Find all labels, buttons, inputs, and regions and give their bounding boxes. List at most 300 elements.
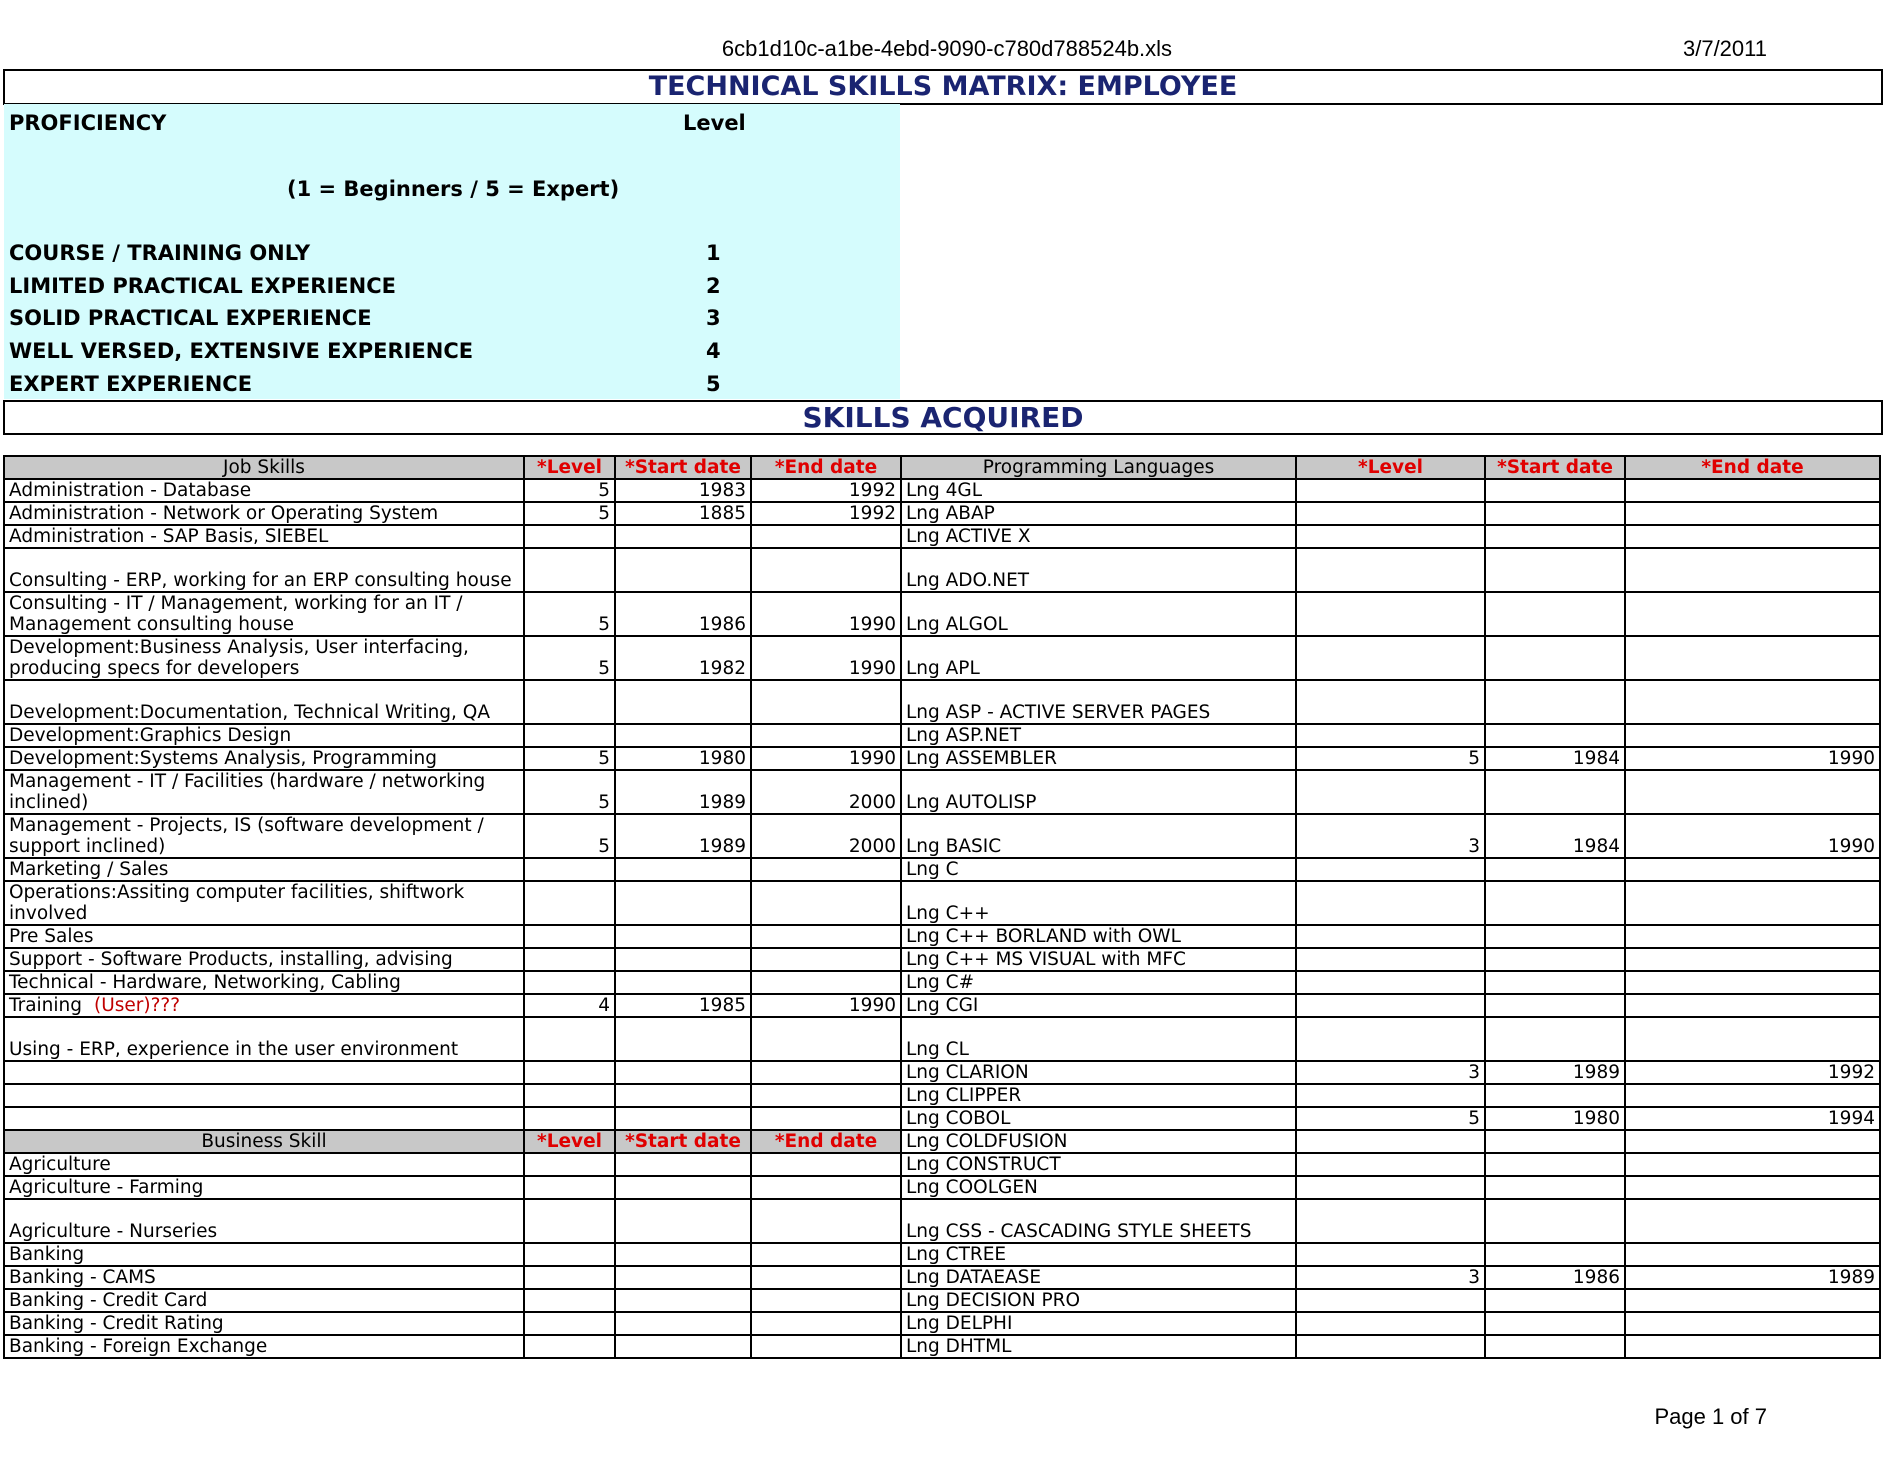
skill-cell: Agriculture bbox=[4, 1153, 524, 1176]
table-row bbox=[4, 1199, 1880, 1243]
skill-cell: Management - Projects, IS (software development / support inclined) bbox=[4, 814, 524, 858]
language-end-date-cell bbox=[1625, 502, 1880, 525]
language-start-date-cell bbox=[1485, 680, 1625, 724]
language-cell: Lng C++ MS VISUAL with MFC bbox=[901, 948, 1296, 971]
col-level: *Level bbox=[524, 1130, 615, 1153]
skill-level-cell bbox=[524, 948, 615, 971]
table-row bbox=[4, 948, 1880, 971]
skill-end-date-cell: 1990 bbox=[751, 747, 901, 770]
col-lang-end-date: *End date bbox=[1625, 456, 1880, 479]
skill-cell: Administration - Network or Operating System bbox=[4, 502, 524, 525]
skill-cell: Banking - Credit Rating bbox=[4, 1312, 524, 1335]
skill-level-cell: 5 bbox=[524, 814, 615, 858]
language-level-cell: 3 bbox=[1296, 1266, 1485, 1289]
table-row bbox=[4, 1017, 1880, 1061]
language-level-cell bbox=[1296, 770, 1485, 814]
skill-start-date-cell bbox=[615, 1266, 751, 1289]
skill-level-cell: 5 bbox=[524, 502, 615, 525]
skill-start-date-cell bbox=[615, 548, 751, 592]
table-row bbox=[4, 548, 1880, 592]
table-row bbox=[4, 881, 1880, 925]
skill-level-cell bbox=[524, 1017, 615, 1061]
skill-end-date-cell bbox=[751, 858, 901, 881]
language-end-date-cell bbox=[1625, 724, 1880, 747]
skill-cell: Agriculture - Farming bbox=[4, 1176, 524, 1199]
skill-start-date-cell: 1983 bbox=[615, 479, 751, 502]
language-start-date-cell: 1989 bbox=[1485, 1061, 1625, 1084]
skill-cell: Administration - SAP Basis, SIEBEL bbox=[4, 525, 524, 548]
skill-level-cell: 5 bbox=[524, 636, 615, 680]
language-end-date-cell: 1990 bbox=[1625, 747, 1880, 770]
language-start-date-cell bbox=[1485, 1153, 1625, 1176]
skill-cell: Consulting - ERP, working for an ERP consulting house bbox=[4, 548, 524, 592]
language-level-cell bbox=[1296, 548, 1485, 592]
skill-end-date-cell: 1990 bbox=[751, 994, 901, 1017]
skill-start-date-cell bbox=[615, 858, 751, 881]
skill-level-cell bbox=[524, 1335, 615, 1358]
col-start-date: *Start date bbox=[615, 1130, 751, 1153]
table-row bbox=[4, 502, 1880, 525]
language-end-date-cell bbox=[1625, 1289, 1880, 1312]
skill-level-cell bbox=[524, 525, 615, 548]
table-row bbox=[4, 1084, 1880, 1107]
business-skill-header-row bbox=[4, 1130, 1880, 1153]
language-start-date-cell bbox=[1485, 1335, 1625, 1358]
language-cell: Lng ASP - ACTIVE SERVER PAGES bbox=[901, 680, 1296, 724]
proficiency-level-value: 3 bbox=[706, 306, 721, 330]
col-job-skills: Job Skills bbox=[4, 456, 524, 479]
language-end-date-cell bbox=[1625, 636, 1880, 680]
skill-start-date-cell bbox=[615, 1107, 751, 1130]
print-date: 3/7/2011 bbox=[1682, 36, 1767, 61]
language-start-date-cell bbox=[1485, 1017, 1625, 1061]
language-end-date-cell bbox=[1625, 770, 1880, 814]
proficiency-legend bbox=[4, 104, 900, 399]
language-cell: Lng CONSTRUCT bbox=[901, 1153, 1296, 1176]
language-level-cell bbox=[1296, 636, 1485, 680]
skill-text: Training bbox=[9, 995, 82, 1016]
language-cell: Lng COBOL bbox=[901, 1107, 1296, 1130]
skill-start-date-cell bbox=[615, 1176, 751, 1199]
table-row bbox=[4, 747, 1880, 770]
language-start-date-cell bbox=[1485, 592, 1625, 636]
skill-cell: Banking - Foreign Exchange bbox=[4, 1335, 524, 1358]
table-row bbox=[4, 636, 1880, 680]
language-end-cell bbox=[1625, 1130, 1880, 1153]
language-level-cell bbox=[1296, 1243, 1485, 1266]
table-row bbox=[4, 724, 1880, 747]
language-cell: Lng ACTIVE X bbox=[901, 525, 1296, 548]
skill-end-date-cell bbox=[751, 1176, 901, 1199]
language-end-date-cell: 1992 bbox=[1625, 1061, 1880, 1084]
skill-level-cell: 5 bbox=[524, 479, 615, 502]
skill-level-cell bbox=[524, 881, 615, 925]
language-cell: Lng 4GL bbox=[901, 479, 1296, 502]
skill-end-date-cell bbox=[751, 1107, 901, 1130]
language-level-cell bbox=[1296, 1153, 1485, 1176]
skill-level-cell bbox=[524, 680, 615, 724]
table-row bbox=[4, 971, 1880, 994]
skill-level-cell: 5 bbox=[524, 770, 615, 814]
language-end-date-cell bbox=[1625, 525, 1880, 548]
skill-start-date-cell bbox=[615, 525, 751, 548]
skill-start-date-cell bbox=[615, 1312, 751, 1335]
skill-level-cell: 5 bbox=[524, 592, 615, 636]
language-end-date-cell bbox=[1625, 948, 1880, 971]
skill-cell: Consulting - IT / Management, working for an IT / Management consulting house bbox=[4, 592, 524, 636]
language-end-date-cell bbox=[1625, 881, 1880, 925]
language-level-cell: 3 bbox=[1296, 814, 1485, 858]
table-row bbox=[4, 994, 1880, 1017]
skill-end-date-cell: 2000 bbox=[751, 814, 901, 858]
language-level-cell bbox=[1296, 881, 1485, 925]
language-level-cell: 5 bbox=[1296, 747, 1485, 770]
skill-cell: Banking - Credit Card bbox=[4, 1289, 524, 1312]
language-level-cell bbox=[1296, 1289, 1485, 1312]
skill-end-date-cell bbox=[751, 680, 901, 724]
skill-level-cell bbox=[524, 724, 615, 747]
table-row bbox=[4, 814, 1880, 858]
language-start-date-cell: 1984 bbox=[1485, 747, 1625, 770]
proficiency-level-value: 5 bbox=[706, 372, 721, 396]
skill-cell bbox=[4, 994, 524, 1017]
skill-cell: Operations:Assiting computer facilities, shiftwork involved bbox=[4, 881, 524, 925]
language-start-date-cell bbox=[1485, 525, 1625, 548]
language-cell: Lng ALGOL bbox=[901, 592, 1296, 636]
language-end-date-cell bbox=[1625, 994, 1880, 1017]
language-start-date-cell bbox=[1485, 881, 1625, 925]
language-start-date-cell: 1986 bbox=[1485, 1266, 1625, 1289]
language-start-date-cell bbox=[1485, 636, 1625, 680]
skill-cell bbox=[4, 1107, 524, 1130]
skill-end-date-cell: 1992 bbox=[751, 479, 901, 502]
skill-start-date-cell bbox=[615, 1243, 751, 1266]
language-level-cell bbox=[1296, 925, 1485, 948]
skill-cell: Administration - Database bbox=[4, 479, 524, 502]
language-level-cell bbox=[1296, 479, 1485, 502]
skill-end-date-cell bbox=[751, 881, 901, 925]
language-start-date-cell bbox=[1485, 948, 1625, 971]
col-start-date: *Start date bbox=[615, 456, 751, 479]
table-row bbox=[4, 1176, 1880, 1199]
language-cell: Lng ADO.NET bbox=[901, 548, 1296, 592]
language-level-cell bbox=[1296, 1312, 1485, 1335]
skill-end-date-cell: 1990 bbox=[751, 636, 901, 680]
page-number: Page 1 of 7 bbox=[1654, 1404, 1767, 1429]
table-row bbox=[4, 1289, 1880, 1312]
skill-level-cell bbox=[524, 1107, 615, 1130]
skill-start-date-cell: 1982 bbox=[615, 636, 751, 680]
skill-cell: Development:Documentation, Technical Writing, QA bbox=[4, 680, 524, 724]
language-start-date-cell bbox=[1485, 502, 1625, 525]
proficiency-level-label: COURSE / TRAINING ONLY bbox=[9, 241, 311, 265]
skill-cell: Using - ERP, experience in the user environment bbox=[4, 1017, 524, 1061]
language-cell: Lng DELPHI bbox=[901, 1312, 1296, 1335]
skill-start-date-cell: 1885 bbox=[615, 502, 751, 525]
skill-end-date-cell: 1992 bbox=[751, 502, 901, 525]
skill-cell: Agriculture - Nurseries bbox=[4, 1199, 524, 1243]
language-start-date-cell bbox=[1485, 858, 1625, 881]
language-cell: Lng ASSEMBLER bbox=[901, 747, 1296, 770]
proficiency-heading: PROFICIENCY bbox=[9, 111, 167, 135]
language-start-date-cell bbox=[1485, 479, 1625, 502]
skill-start-date-cell bbox=[615, 925, 751, 948]
language-level-cell: 5 bbox=[1296, 1107, 1485, 1130]
language-end-date-cell bbox=[1625, 1176, 1880, 1199]
table-row bbox=[4, 1107, 1880, 1130]
skill-end-date-cell bbox=[751, 1312, 901, 1335]
language-start-date-cell bbox=[1485, 1289, 1625, 1312]
language-end-date-cell bbox=[1625, 548, 1880, 592]
skill-end-date-cell bbox=[751, 1243, 901, 1266]
language-end-date-cell bbox=[1625, 858, 1880, 881]
skill-level-cell bbox=[524, 1312, 615, 1335]
language-end-date-cell bbox=[1625, 1335, 1880, 1358]
skill-level-cell bbox=[524, 1061, 615, 1084]
proficiency-level-value: 4 bbox=[706, 339, 721, 363]
table-row bbox=[4, 680, 1880, 724]
skill-cell: Management - IT / Facilities (hardware / networking inclined) bbox=[4, 770, 524, 814]
skill-level-cell bbox=[524, 858, 615, 881]
col-end-date: *End date bbox=[751, 1130, 901, 1153]
skill-start-date-cell: 1986 bbox=[615, 592, 751, 636]
language-cell: Lng C bbox=[901, 858, 1296, 881]
table-row bbox=[4, 858, 1880, 881]
skill-end-date-cell bbox=[751, 1017, 901, 1061]
skill-start-date-cell bbox=[615, 1153, 751, 1176]
language-cell: Lng CLARION bbox=[901, 1061, 1296, 1084]
skill-end-date-cell bbox=[751, 948, 901, 971]
language-end-date-cell bbox=[1625, 592, 1880, 636]
language-cell: Lng C++ bbox=[901, 881, 1296, 925]
skill-start-date-cell: 1980 bbox=[615, 747, 751, 770]
language-level-cell bbox=[1296, 502, 1485, 525]
skill-start-date-cell: 1989 bbox=[615, 814, 751, 858]
page-title: TECHNICAL SKILLS MATRIX: EMPLOYEE bbox=[3, 69, 1883, 105]
language-start-date-cell bbox=[1485, 1243, 1625, 1266]
language-end-date-cell bbox=[1625, 1153, 1880, 1176]
language-end-date-cell bbox=[1625, 1199, 1880, 1243]
proficiency-level-value: 1 bbox=[706, 241, 721, 265]
skill-cell: Marketing / Sales bbox=[4, 858, 524, 881]
skill-end-date-cell bbox=[751, 1335, 901, 1358]
skill-cell: Pre Sales bbox=[4, 925, 524, 948]
skill-level-cell bbox=[524, 971, 615, 994]
language-cell: Lng CL bbox=[901, 1017, 1296, 1061]
skill-end-date-cell bbox=[751, 548, 901, 592]
language-level-cell bbox=[1296, 525, 1485, 548]
skill-level-cell bbox=[524, 1199, 615, 1243]
skill-end-date-cell bbox=[751, 1289, 901, 1312]
col-lang-level: *Level bbox=[1296, 456, 1485, 479]
language-level-cell bbox=[1296, 1199, 1485, 1243]
skill-end-date-cell bbox=[751, 1084, 901, 1107]
language-cell: Lng CTREE bbox=[901, 1243, 1296, 1266]
skill-end-date-cell bbox=[751, 1153, 901, 1176]
table-row bbox=[4, 1266, 1880, 1289]
language-start-date-cell bbox=[1485, 1176, 1625, 1199]
skill-end-date-cell bbox=[751, 525, 901, 548]
skill-start-date-cell bbox=[615, 1017, 751, 1061]
language-start-date-cell bbox=[1485, 770, 1625, 814]
table-row bbox=[4, 770, 1880, 814]
proficiency-level-label: EXPERT EXPERIENCE bbox=[9, 372, 253, 396]
language-level-cell bbox=[1296, 680, 1485, 724]
skill-end-date-cell bbox=[751, 1266, 901, 1289]
skill-start-date-cell bbox=[615, 881, 751, 925]
skill-start-date-cell bbox=[615, 1061, 751, 1084]
skill-start-date-cell bbox=[615, 724, 751, 747]
language-level-cell bbox=[1296, 1335, 1485, 1358]
language-cell: Lng CGI bbox=[901, 994, 1296, 1017]
col-business-skill: Business Skill bbox=[4, 1130, 524, 1153]
skill-start-date-cell: 1985 bbox=[615, 994, 751, 1017]
language-end-date-cell bbox=[1625, 971, 1880, 994]
language-level-cell bbox=[1296, 1176, 1485, 1199]
language-level-cell bbox=[1296, 948, 1485, 971]
table-row bbox=[4, 1335, 1880, 1358]
table-row bbox=[4, 479, 1880, 502]
language-cell: Lng DECISION PRO bbox=[901, 1289, 1296, 1312]
skill-start-date-cell bbox=[615, 680, 751, 724]
skill-cell bbox=[4, 1084, 524, 1107]
language-cell: Lng C# bbox=[901, 971, 1296, 994]
skill-start-date-cell bbox=[615, 1289, 751, 1312]
skill-end-date-cell: 2000 bbox=[751, 770, 901, 814]
skill-start-date-cell bbox=[615, 948, 751, 971]
level-heading: Level bbox=[683, 111, 746, 135]
skill-cell bbox=[4, 1061, 524, 1084]
skill-start-date-cell bbox=[615, 971, 751, 994]
language-level-cell bbox=[1296, 1130, 1485, 1153]
language-end-date-cell bbox=[1625, 1312, 1880, 1335]
language-cell: Lng DHTML bbox=[901, 1335, 1296, 1358]
skill-start-date-cell: 1989 bbox=[615, 770, 751, 814]
skill-cell: Support - Software Products, installing, advising bbox=[4, 948, 524, 971]
table-row bbox=[4, 925, 1880, 948]
language-end-date-cell bbox=[1625, 680, 1880, 724]
col-end-date: *End date bbox=[751, 456, 901, 479]
skill-cell: Development:Business Analysis, User interfacing, producing specs for developers bbox=[4, 636, 524, 680]
language-level-cell bbox=[1296, 1017, 1485, 1061]
skill-end-date-cell: 1990 bbox=[751, 592, 901, 636]
language-end-date-cell: 1989 bbox=[1625, 1266, 1880, 1289]
language-cell: Lng CSS - CASCADING STYLE SHEETS bbox=[901, 1199, 1296, 1243]
skill-level-cell: 4 bbox=[524, 994, 615, 1017]
skill-end-date-cell bbox=[751, 925, 901, 948]
language-cell: Lng BASIC bbox=[901, 814, 1296, 858]
language-level-cell bbox=[1296, 971, 1485, 994]
skill-level-cell bbox=[524, 1243, 615, 1266]
skill-level-cell bbox=[524, 1289, 615, 1312]
language-cell: Lng AUTOLISP bbox=[901, 770, 1296, 814]
skill-cell: Technical - Hardware, Networking, Cabling bbox=[4, 971, 524, 994]
skill-cell: Development:Systems Analysis, Programming bbox=[4, 747, 524, 770]
skill-level-cell bbox=[524, 1176, 615, 1199]
language-start-date-cell bbox=[1485, 994, 1625, 1017]
language-start-date-cell bbox=[1485, 548, 1625, 592]
language-level-cell bbox=[1296, 994, 1485, 1017]
skill-end-date-cell bbox=[751, 971, 901, 994]
language-level-cell bbox=[1296, 724, 1485, 747]
language-cell: Lng ABAP bbox=[901, 502, 1296, 525]
language-cell: Lng COOLGEN bbox=[901, 1176, 1296, 1199]
language-cell: Lng DATAEASE bbox=[901, 1266, 1296, 1289]
language-cell: Lng C++ BORLAND with OWL bbox=[901, 925, 1296, 948]
language-start-date-cell: 1980 bbox=[1485, 1107, 1625, 1130]
skill-end-date-cell bbox=[751, 1061, 901, 1084]
table-row bbox=[4, 1153, 1880, 1176]
language-start-cell bbox=[1485, 1130, 1625, 1153]
skill-cell: Development:Graphics Design bbox=[4, 724, 524, 747]
skill-level-cell bbox=[524, 1153, 615, 1176]
col-level: *Level bbox=[524, 456, 615, 479]
language-level-cell bbox=[1296, 592, 1485, 636]
skill-level-cell bbox=[524, 1084, 615, 1107]
language-end-date-cell bbox=[1625, 1084, 1880, 1107]
table-row bbox=[4, 1243, 1880, 1266]
skill-end-date-cell bbox=[751, 724, 901, 747]
language-start-date-cell bbox=[1485, 724, 1625, 747]
skill-level-cell bbox=[524, 548, 615, 592]
language-end-date-cell bbox=[1625, 1243, 1880, 1266]
skills-table bbox=[3, 455, 1881, 1359]
skill-start-date-cell bbox=[615, 1199, 751, 1243]
skill-cell: Banking - CAMS bbox=[4, 1266, 524, 1289]
skill-note: (User)??? bbox=[94, 995, 181, 1016]
language-start-date-cell bbox=[1485, 1312, 1625, 1335]
skill-cell: Banking bbox=[4, 1243, 524, 1266]
language-end-date-cell bbox=[1625, 479, 1880, 502]
table-header-row bbox=[4, 456, 1880, 479]
language-end-date-cell bbox=[1625, 925, 1880, 948]
skill-start-date-cell bbox=[615, 1084, 751, 1107]
file-name: 6cb1d10c-a1be-4ebd-9090-c780d788524b.xls bbox=[721, 36, 1173, 61]
language-cell: Lng COLDFUSION bbox=[901, 1130, 1296, 1153]
language-level-cell bbox=[1296, 858, 1485, 881]
language-cell: Lng APL bbox=[901, 636, 1296, 680]
language-end-date-cell bbox=[1625, 1017, 1880, 1061]
skill-start-date-cell bbox=[615, 1335, 751, 1358]
table-row bbox=[4, 1061, 1880, 1084]
table-row bbox=[4, 592, 1880, 636]
proficiency-level-label: WELL VERSED, EXTENSIVE EXPERIENCE bbox=[9, 339, 474, 363]
proficiency-level-label: LIMITED PRACTICAL EXPERIENCE bbox=[9, 274, 396, 298]
language-start-date-cell bbox=[1485, 1199, 1625, 1243]
table-row bbox=[4, 1312, 1880, 1335]
language-cell: Lng CLIPPER bbox=[901, 1084, 1296, 1107]
language-start-date-cell bbox=[1485, 925, 1625, 948]
col-lang-start-date: *Start date bbox=[1485, 456, 1625, 479]
skill-end-date-cell bbox=[751, 1199, 901, 1243]
skill-level-cell bbox=[524, 925, 615, 948]
scale-note: (1 = Beginners / 5 = Expert) bbox=[287, 177, 620, 201]
col-programming-languages: Programming Languages bbox=[901, 456, 1296, 479]
skill-level-cell: 5 bbox=[524, 747, 615, 770]
language-start-date-cell bbox=[1485, 1084, 1625, 1107]
proficiency-level-label: SOLID PRACTICAL EXPERIENCE bbox=[9, 306, 372, 330]
language-level-cell bbox=[1296, 1084, 1485, 1107]
skills-heading: SKILLS ACQUIRED bbox=[3, 400, 1883, 435]
language-level-cell: 3 bbox=[1296, 1061, 1485, 1084]
language-end-date-cell: 1994 bbox=[1625, 1107, 1880, 1130]
language-start-date-cell: 1984 bbox=[1485, 814, 1625, 858]
table-row bbox=[4, 525, 1880, 548]
language-end-date-cell: 1990 bbox=[1625, 814, 1880, 858]
language-start-date-cell bbox=[1485, 971, 1625, 994]
proficiency-level-value: 2 bbox=[706, 274, 721, 298]
skill-level-cell bbox=[524, 1266, 615, 1289]
